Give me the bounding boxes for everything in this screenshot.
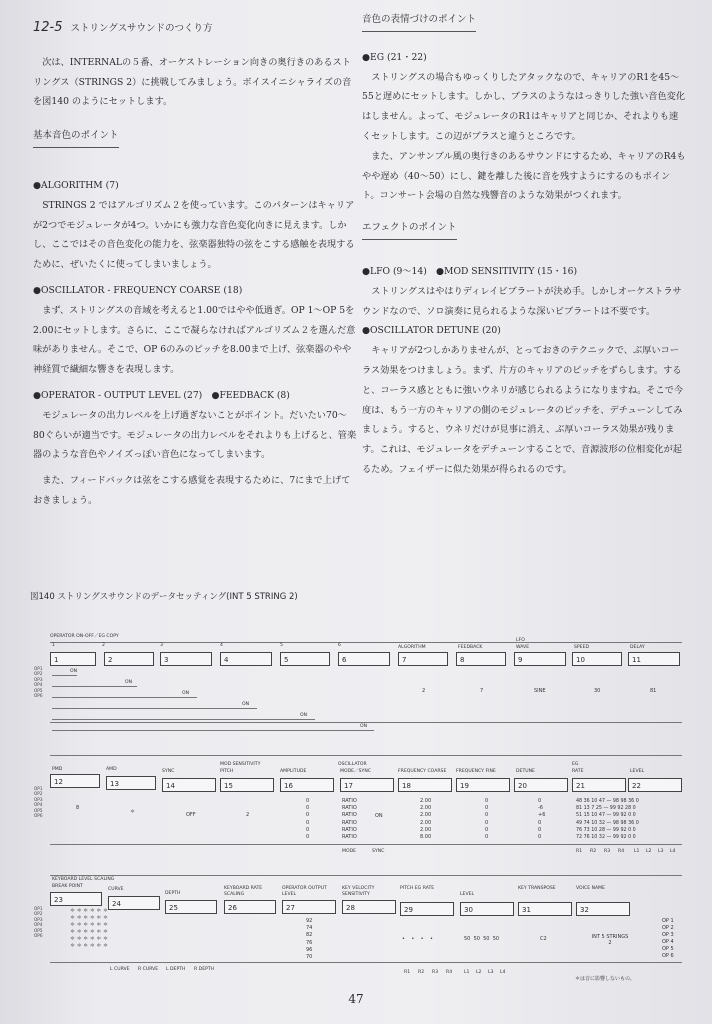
param-box-break-point[interactable]: 23 (50, 892, 102, 906)
grp-mod-sensitivity: MOD SENSITIVITY (220, 762, 261, 767)
item-title: ●ALGORITHM (7) (33, 179, 119, 191)
expression-heading: 音色の表情づけのポイント (362, 10, 476, 32)
param-box-voice-name[interactable]: 32 (576, 902, 630, 916)
oscillator-item (33, 281, 358, 380)
param-box-3[interactable]: 3 (160, 652, 212, 666)
coarse-value: 2.00 (420, 826, 432, 833)
param-box-6[interactable]: 6 (338, 652, 390, 666)
detune-value: -6 (538, 805, 543, 812)
figure-140 (30, 590, 690, 985)
pitch-level-value: 50 (464, 936, 471, 942)
hdr-break-point: BREAK POINT (52, 884, 83, 889)
on-line-6 (52, 730, 374, 731)
hdr-sync: SYNC (162, 769, 175, 774)
param-box-rate-scaling[interactable]: 26 (224, 900, 276, 914)
value-sync: OFF (186, 812, 196, 818)
on-label-6: ON (360, 724, 368, 729)
label-l-curve: L CURVE (110, 967, 130, 972)
pitch-rate-value: • (411, 936, 415, 942)
param-box-feedback[interactable]: 8 (456, 652, 506, 666)
op-label: OP 2 (662, 925, 674, 931)
op-row-marks: OP1 OP2 OP3 OP4 OP5 OP6 (34, 666, 43, 699)
value-amd: ＊ (130, 809, 136, 815)
mode-value: RATIO (342, 834, 357, 841)
pitch-level-value: 50 (473, 936, 480, 942)
detune-text: キャリアが2つしかありませんが、とっておきのテクニックで、ぶ厚いコーラス効果をつけましょう。まず、片方のキャリアのピッチをずらします。すると、コーラス感とともに強いウネリが感じられるようになりますね。そこで今度は、もう一方のキャリアの側のモジュレータのピッチを、デチューンしてみましょう。すると、ウネリだけが見事に消え、ぶ厚いコーラス効果が残ります。これは、モジュレータをデチューンすることで、音源波形の位相変化が起るため。フェイザーに似た効果が得られるのです。 (362, 345, 684, 475)
hdr-pitch: PITCH (220, 769, 234, 774)
label-l3: L3 (658, 849, 664, 854)
eg-value-column (576, 798, 639, 841)
op-row-marks-3: OP1 OP2 OP3 OP4 OP5 OP6 (34, 906, 43, 939)
mode-value: RATIO (342, 826, 357, 833)
eg-text-2: また、アンサンブル風の奥行きのあるサウンドにするため、キャリアのR4もやや遅め（40～50）にし、鍵を離した後に音を残すようにするのもポイント。コンサート会場の自然な残響音のような効果がつくれます。 (362, 150, 686, 202)
left-column (33, 18, 358, 511)
label-r4: R4 (618, 849, 625, 854)
label-pl4: L4 (500, 970, 506, 975)
value-algorithm: 2 (422, 688, 426, 694)
amplitude-value: 0 (306, 826, 310, 833)
item-text: まず、ストリングスの音域を考えると1.00ではやや低過ぎ。OP 1～OP 5を2.00にセットします。さらに、ここで凝らなければアルゴリズム２を選んだ意味がありません。そこで、OP 6のみのピッチを8.00まで上げ、弦楽器のやや神経質で繊細な響きを表現します。 (33, 304, 356, 376)
eg-values-row: 76 73 10 28 — 99 92 0 0 (576, 827, 636, 833)
param-box-eg-rate[interactable]: 21 (572, 778, 626, 792)
label-l2: L2 (646, 849, 652, 854)
hdr-amplitude: AMPLITUDE (280, 769, 307, 774)
grp-eg: EG (572, 762, 579, 767)
label-r-depth: R DEPTH (194, 967, 215, 972)
param-box-sync[interactable]: 14 (162, 778, 216, 792)
effect-heading: エフェクトのポイント (362, 218, 457, 240)
hdr-speed: SPEED (574, 645, 590, 650)
label-r-curve: R CURVE (138, 967, 159, 972)
op-number-4: 4 (220, 643, 223, 648)
param-box-transpose[interactable]: 31 (518, 902, 572, 916)
param-box-output-level[interactable]: 27 (282, 900, 336, 914)
label-pl2: L2 (476, 970, 482, 975)
param-box-curve[interactable]: 24 (108, 896, 160, 910)
value-wave: SINE (534, 688, 546, 694)
grp-oscillator: OSCILLATOR (338, 762, 367, 767)
grp-kls: KEYBOARD LEVEL SCALING (52, 877, 115, 882)
kls-asterisks: ＊ ＊ ＊ ＊ ＊ ＊ ＊ ＊ ＊ ＊ ＊ ＊ ＊ ＊ ＊ ＊ ＊ ＊ ＊ ＊ ＊ ＊ ＊ ＊ ＊ ＊ ＊ ＊ ＊ ＊ ＊ ＊ ＊ ＊ ＊ ＊ (70, 908, 108, 949)
coarse-value: 2.00 (420, 798, 432, 804)
hdr-depth: DEPTH (165, 891, 181, 896)
param-box-coarse[interactable]: 18 (398, 778, 452, 792)
row1-top-rule (50, 642, 682, 643)
eg-values-row: 72 76 10 32 — 99 92 0 0 (576, 835, 636, 841)
output-level-column (306, 918, 312, 961)
hdr-velocity: KEY VELOCITY SENSITIVITY (342, 886, 375, 897)
output-level-value: 92 (306, 918, 313, 924)
param-box-depth[interactable]: 25 (165, 900, 217, 914)
detune-value: 0 (538, 826, 542, 833)
eg-title: ●EG (21・22) (362, 51, 427, 63)
on-label-3: ON (182, 691, 190, 696)
label-sync: SYNC (372, 849, 385, 854)
hdr-delay: DELAY (630, 645, 645, 650)
op-onoff-label: OPERATOR ON-OFF／EG COPY (50, 634, 119, 639)
hdr-mode-sync: MODE／SYNC (340, 769, 371, 774)
hdr-wave: WAVE (516, 645, 530, 650)
intro-paragraph: 次は、INTERNALの５番、オーケストレーション向きの奥行きのあるストリングス（STRINGS 2）に挑戦してみましょう。ボイスイニシャライズの音を図140 のようにセットします。 (33, 56, 352, 108)
hdr-rate-scaling: KEYBOARD RATE SCALING (224, 886, 263, 897)
hdr-level: LEVEL (630, 769, 645, 774)
amplitude-value: 0 (306, 798, 310, 804)
row3-top-rule (50, 875, 682, 876)
algorithm-item (33, 176, 358, 275)
hdr-detune: DETUNE (516, 769, 535, 774)
param-box-velocity[interactable]: 28 (342, 900, 396, 914)
label-l1: L1 (634, 849, 640, 854)
output-level-value: 96 (306, 946, 313, 953)
item-text: STRINGS 2 ではアルゴリズム２を使っています。このパターンはキャリアが2つでモジュレータが4つ。いかにも強力な音色変化向きに見えます。しかし、ここではその音色変化の能力を、弦楽器独特の弦をこする感触を表現するために、ぜいたくに使ってしまいましょう。 (33, 199, 355, 271)
hdr-pitch-level: LEVEL (460, 892, 475, 897)
param-box-amplitude[interactable]: 16 (280, 778, 334, 792)
op-number-1: 1 (52, 643, 55, 648)
param-box-4[interactable]: 4 (220, 652, 272, 666)
fine-column (485, 798, 488, 841)
param-box-delay[interactable]: 11 (628, 652, 680, 666)
label-pl3: L3 (488, 970, 494, 975)
mode-column (342, 798, 357, 841)
hdr-pitch-eg-rate: PITCH EG RATE (400, 886, 435, 891)
detune-title: ●OSCILLATOR DETUNE (20) (362, 325, 501, 337)
label-l-depth: L DEPTH (166, 967, 186, 972)
param-box-speed[interactable]: 10 (572, 652, 622, 666)
detune-column (538, 798, 545, 841)
value-pitch: 2 (246, 812, 250, 818)
page-number: 47 (348, 992, 364, 1006)
output-level-value: 76 (306, 939, 313, 946)
item-text: モジュレータの出力レベルを上げ過ぎないことがポイント。だいたい70～80ぐらいが適当です。モジュレータの出力レベルをそれよりも上げると、管楽器のような音色やノイズっぽい音色になってしまいます。 (33, 409, 357, 461)
on-line-3 (52, 697, 197, 698)
eg-text-1: ストリングスの場合もゆっくりしたアタックなので、キャリアのR1を45～55と遅めにセットします。しかし、ブラスのようなはっきりした強い音色変化はしません。よって、モジュレータのR1はキャリアと同じか、それよりも速くセットします。この辺がブラスと違うところです。 (362, 71, 686, 142)
label-pr1: R1 (404, 970, 411, 975)
row1-bottom-rule (50, 722, 682, 723)
label-mode: MODE (342, 849, 357, 854)
label-r1: R1 (576, 849, 583, 854)
pitch-rate-value: • (402, 936, 405, 942)
hdr-rate: RATE (572, 769, 584, 774)
output-level-value: 74 (306, 925, 313, 932)
transpose-value: C2 (540, 936, 547, 942)
fine-value: 0 (485, 826, 489, 833)
row2-top-rule (50, 755, 682, 756)
sync-value: ON (375, 813, 383, 819)
param-box-5[interactable]: 5 (280, 652, 330, 666)
section-name: ストリングスサウンドのつくり方 (70, 23, 213, 34)
fine-value: 0 (485, 805, 489, 812)
hdr-transpose: KEY TRANSPOSE (518, 886, 556, 891)
label-l4: L4 (670, 849, 676, 854)
eg-values-row: 81 13 7 25 — 99 92 28 0 (576, 806, 636, 812)
label-r3: R3 (604, 849, 611, 854)
mode-value: RATIO (342, 819, 357, 826)
op-label: OP 3 (662, 932, 674, 938)
fine-value: 0 (485, 812, 489, 819)
op-label: OP 5 (662, 946, 674, 952)
param-box-algorithm[interactable]: 7 (398, 652, 448, 666)
op-label: OP 1 (662, 918, 674, 924)
voice-name-value: INT 5 STRINGS 2 (591, 934, 629, 946)
param-box-detune[interactable]: 20 (514, 778, 568, 792)
param-box-pmd[interactable]: 12 (50, 774, 100, 788)
hdr-output-level: OPERATOR OUTPUT LEVEL (282, 886, 327, 897)
param-box-2[interactable]: 2 (104, 652, 154, 666)
value-pmd: 8 (76, 805, 80, 811)
lfo-text: ストリングスはやはりディレイビブラートが決め手。しかしオーケストラサウンドなので、ソロ演奏に見られるような深いビブラートは不要です。 (362, 285, 682, 317)
eg-values-row: 51 15 10 47 — 99 92 0 0 (576, 813, 636, 819)
detune-value: 0 (538, 834, 542, 841)
row3-bottom-rule (50, 962, 682, 963)
on-line-4 (52, 708, 257, 709)
label-pr3: R3 (432, 970, 439, 975)
eg-values-row: 49 74 10 32 — 98 98 36 0 (576, 820, 639, 826)
op-number-6: 6 (338, 643, 341, 648)
on-label-2: ON (125, 680, 133, 685)
param-box-wave[interactable]: 9 (514, 652, 566, 666)
detune-value: 0 (538, 798, 542, 804)
hdr-algorithm: ALGORITHM (398, 645, 426, 650)
pitch-level-values (464, 936, 499, 942)
pitch-level-value: 50 (492, 936, 500, 942)
label-r2: R2 (590, 849, 597, 854)
hdr-feedback: FEEDBACK (458, 645, 483, 650)
amplitude-value: 0 (306, 805, 310, 812)
item-title: ●OPERATOR - OUTPUT LEVEL (27) ●FEEDBACK (8) (33, 389, 290, 401)
param-box-pitch-level[interactable]: 30 (460, 902, 514, 916)
hdr-frequency-coarse: FREQUENCY COARSE (398, 769, 447, 774)
footnote: ＊は音に影響しないもの。 (575, 976, 635, 982)
hdr-voice-name: VOICE NAME (576, 886, 606, 891)
value-delay: 81 (650, 688, 657, 694)
on-label-5: ON (300, 713, 308, 718)
pitch-rate-value: • (429, 936, 433, 942)
item-title: ●OSCILLATOR - FREQUENCY COARSE (18) (33, 284, 243, 296)
pitch-rate-value: • (420, 936, 424, 942)
output-level-value: 82 (306, 932, 313, 939)
output-level-value: 70 (306, 954, 313, 961)
on-label-1: ON (70, 669, 78, 674)
coarse-value: 8.00 (420, 834, 432, 841)
mode-value: RATIO (342, 805, 357, 812)
param-box-pitch[interactable]: 15 (220, 778, 274, 792)
section-title (33, 18, 358, 39)
op-label: OP 4 (662, 939, 674, 945)
hdr-curve: CURVE (108, 887, 124, 892)
label-pr4: R4 (446, 970, 453, 975)
coarse-column (420, 798, 431, 841)
lfo-title: ●LFO (9～14) ●MOD SENSITIVITY (15・16) (362, 265, 578, 277)
on-line-5 (52, 719, 315, 720)
param-box-mode-sync[interactable]: 17 (340, 778, 394, 792)
fine-value: 0 (485, 798, 489, 804)
op-number-3: 3 (160, 643, 163, 648)
amplitude-column (306, 798, 309, 841)
amplitude-value: 0 (306, 834, 310, 841)
coarse-value: 2.00 (420, 819, 432, 826)
param-box-1[interactable]: 1 (50, 652, 96, 666)
amplitude-value: 0 (306, 812, 310, 819)
mode-value: RATIO (342, 812, 357, 819)
on-line-1 (52, 675, 77, 676)
hdr-frequency-fine: FREQUENCY FINE (456, 769, 496, 774)
amplitude-value: 0 (306, 819, 310, 826)
detune-value: +6 (538, 812, 546, 819)
param-box-pitch-rate[interactable]: 29 (400, 902, 454, 916)
fine-value: 0 (485, 834, 489, 841)
detune-value: 0 (538, 819, 542, 826)
output-level-item (33, 386, 358, 465)
op-number-2: 2 (102, 643, 105, 648)
on-label-4: ON (242, 702, 250, 707)
coarse-value: 2.00 (420, 805, 432, 812)
param-box-eg-level[interactable]: 22 (628, 778, 682, 792)
mode-value: RATIO (342, 798, 357, 804)
right-column (362, 8, 687, 480)
fine-value: 0 (485, 819, 489, 826)
pitch-level-value: 50 (483, 936, 490, 942)
hdr-pmd: PMD (52, 767, 63, 772)
row2-bottom-rule (50, 844, 682, 845)
coarse-value: 2.00 (420, 812, 432, 819)
op-row-marks-2: OP1 OP2 OP3 OP4 OP5 OP6 (34, 786, 43, 819)
param-box-fine[interactable]: 19 (456, 778, 510, 792)
figure-caption: 図140 ストリングスサウンドのデータセッティング(INT 5 STRING 2) (30, 592, 298, 602)
item-text: また、フィードバックは弦をこする感覚を表現するために、7にまで上げておきましょう。 (33, 475, 351, 506)
lfo-label: LFO (516, 638, 525, 643)
op-label: OP 6 (662, 953, 674, 959)
feedback-item (33, 471, 358, 511)
value-feedback: 7 (480, 688, 484, 694)
param-box-amd[interactable]: 13 (106, 776, 156, 790)
label-pl1: L1 (464, 970, 470, 975)
basic-points-heading: 基本音色のポイント (33, 126, 119, 148)
pitch-rate-values (402, 936, 433, 942)
section-number: 12-5 (33, 20, 63, 35)
op-number-5: 5 (280, 643, 283, 648)
op-label-column (662, 918, 674, 960)
on-line-2 (52, 686, 137, 687)
eg-values-row: 48 36 10 47 — 98 98 36 0 (576, 799, 639, 804)
value-speed: 30 (594, 688, 601, 694)
hdr-amd: AMD (106, 767, 117, 772)
label-pr2: R2 (418, 970, 425, 975)
